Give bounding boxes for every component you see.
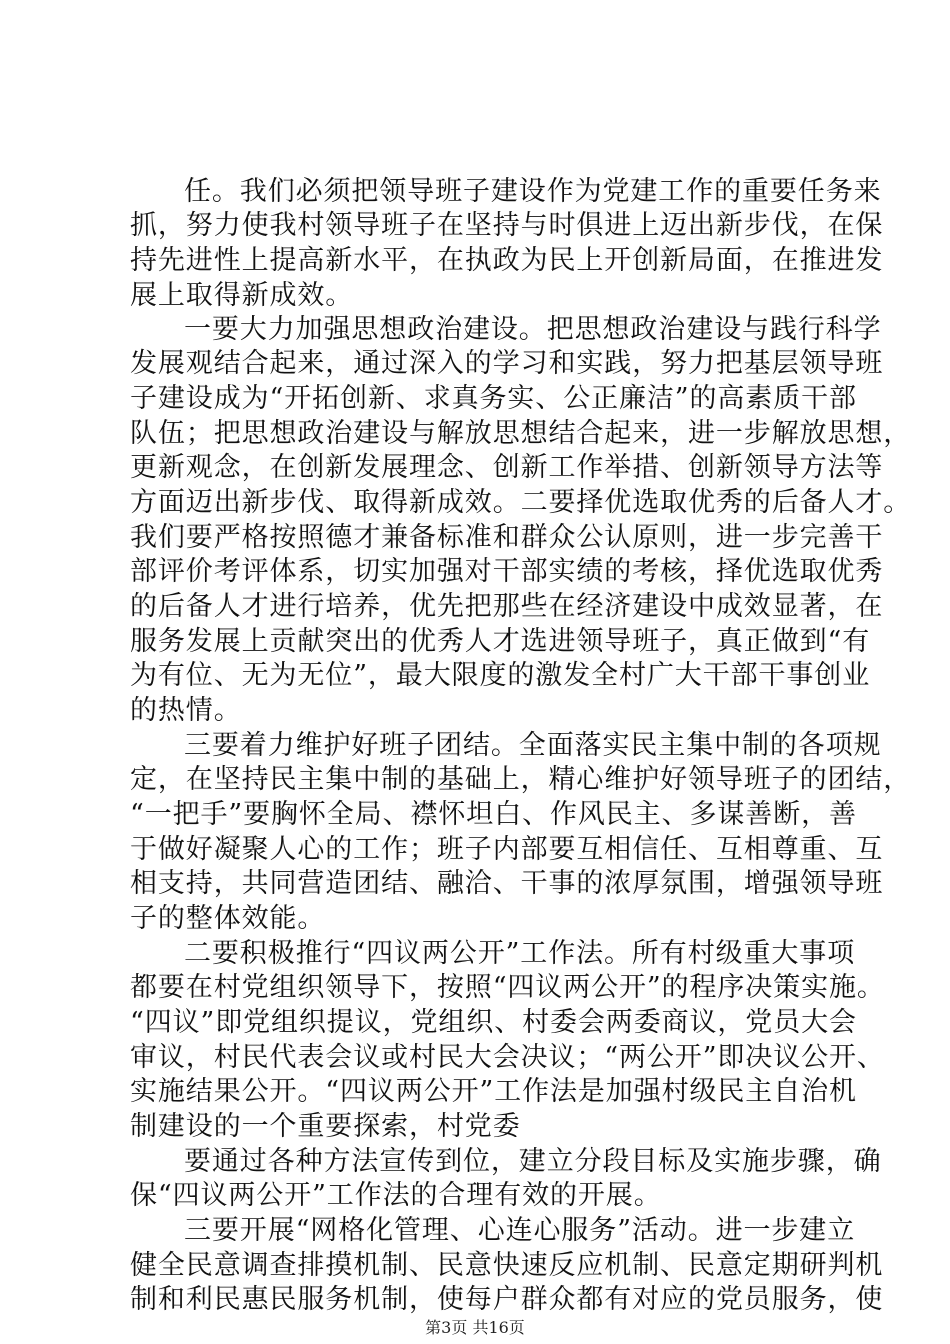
text-line-24: 都要在村党组织领导下，按照“四议两公开”的程序决策实施。 (130, 972, 885, 1003)
text-line-12: 部评价考评体系，切实加强对干部实绩的考核，择优选取优秀 (130, 556, 884, 587)
page-footer: 第3页 共16页 (425, 1318, 525, 1337)
text-line-1: 任。我们必须把领导班子建设作为党建工作的重要任务来 (184, 176, 882, 207)
text-line-4: 展上取得新成效。 (130, 280, 354, 311)
text-line-16: 的热情。 (130, 695, 242, 726)
text-line-20: 于做好凝聚人心的工作；班子内部要互相信任、互相尊重、互 (130, 834, 884, 865)
text-line-5: 一要大力加强思想政治建设。把思想政治建设与践行科学 (184, 314, 882, 345)
text-line-3: 持先进性上提高新水平，在执政为民上开创新局面，在推进发 (130, 245, 884, 276)
text-line-23: 二要积极推行“四议两公开”工作法。所有村级重大事项 (184, 938, 856, 969)
text-line-28: 制建设的一个重要探索，村党委 (130, 1111, 521, 1142)
text-line-14: 服务发展上贡献突出的优秀人才选进领导班子，真正做到“有 (130, 626, 871, 657)
text-line-11: 我们要严格按照德才兼备标准和群众公认原则，进一步完善干 (130, 522, 884, 553)
text-line-13: 的后备人才进行培养，优先把那些在经济建设中成效显著，在 (130, 591, 884, 622)
text-line-33: 制和利民惠民服务机制，使每户群众都有对应的党员服务，使 (130, 1284, 884, 1315)
text-line-21: 相支持，共同营造团结、融洽、干事的浓厚氛围，增强领导班 (130, 868, 884, 899)
text-line-15: 为有位、无为无位”，最大限度的激发全村广大干部干事创业 (130, 660, 871, 691)
text-line-32: 健全民意调查排摸机制、民意快速反应机制、民意定期研判机 (130, 1250, 884, 1281)
text-line-6: 发展观结合起来，通过深入的学习和实践，努力把基层领导班 (130, 348, 884, 379)
text-line-17: 三要着力维护好班子团结。全面落实民主集中制的各项规 (184, 730, 882, 761)
text-line-22: 子的整体效能。 (130, 903, 326, 934)
text-line-29: 要通过各种方法宣传到位，建立分段目标及实施步骤，确 (184, 1146, 882, 1177)
text-line-25: “四议”即党组织提议，党组织、村委会两委商议，党员大会 (130, 1007, 857, 1038)
text-line-18: 定，在坚持民主集中制的基础上，精心维护好领导班子的团结， (130, 764, 912, 795)
text-line-10: 方面迈出新步伐、取得新成效。二要择优选取优秀的后备人才。 (130, 487, 912, 518)
text-line-19: “一把手”要胸怀全局、襟怀坦白、作风民主、多谋善断，善 (130, 799, 857, 830)
text-line-31: 三要开展“网格化管理、心连心服务”活动。进一步建立 (184, 1215, 856, 1246)
text-line-30: 保“四议两公开”工作法的合理有效的开展。 (130, 1180, 662, 1211)
text-line-7: 子建设成为“开拓创新、求真务实、公正廉洁”的高素质干部 (130, 383, 857, 414)
text-line-8: 队伍；把思想政治建设与解放思想结合起来，进一步解放思想， (130, 418, 912, 449)
text-line-27: 实施结果公开。“四议两公开”工作法是加强村级民主自治机 (130, 1076, 857, 1107)
text-line-9: 更新观念，在创新发展理念、创新工作举措、创新领导方法等 (130, 452, 884, 483)
text-line-2: 抓，努力使我村领导班子在坚持与时俱进上迈出新步伐，在保 (130, 210, 884, 241)
text-line-26: 审议，村民代表会议或村民大会决议；“两公开”即决议公开、 (130, 1042, 885, 1073)
